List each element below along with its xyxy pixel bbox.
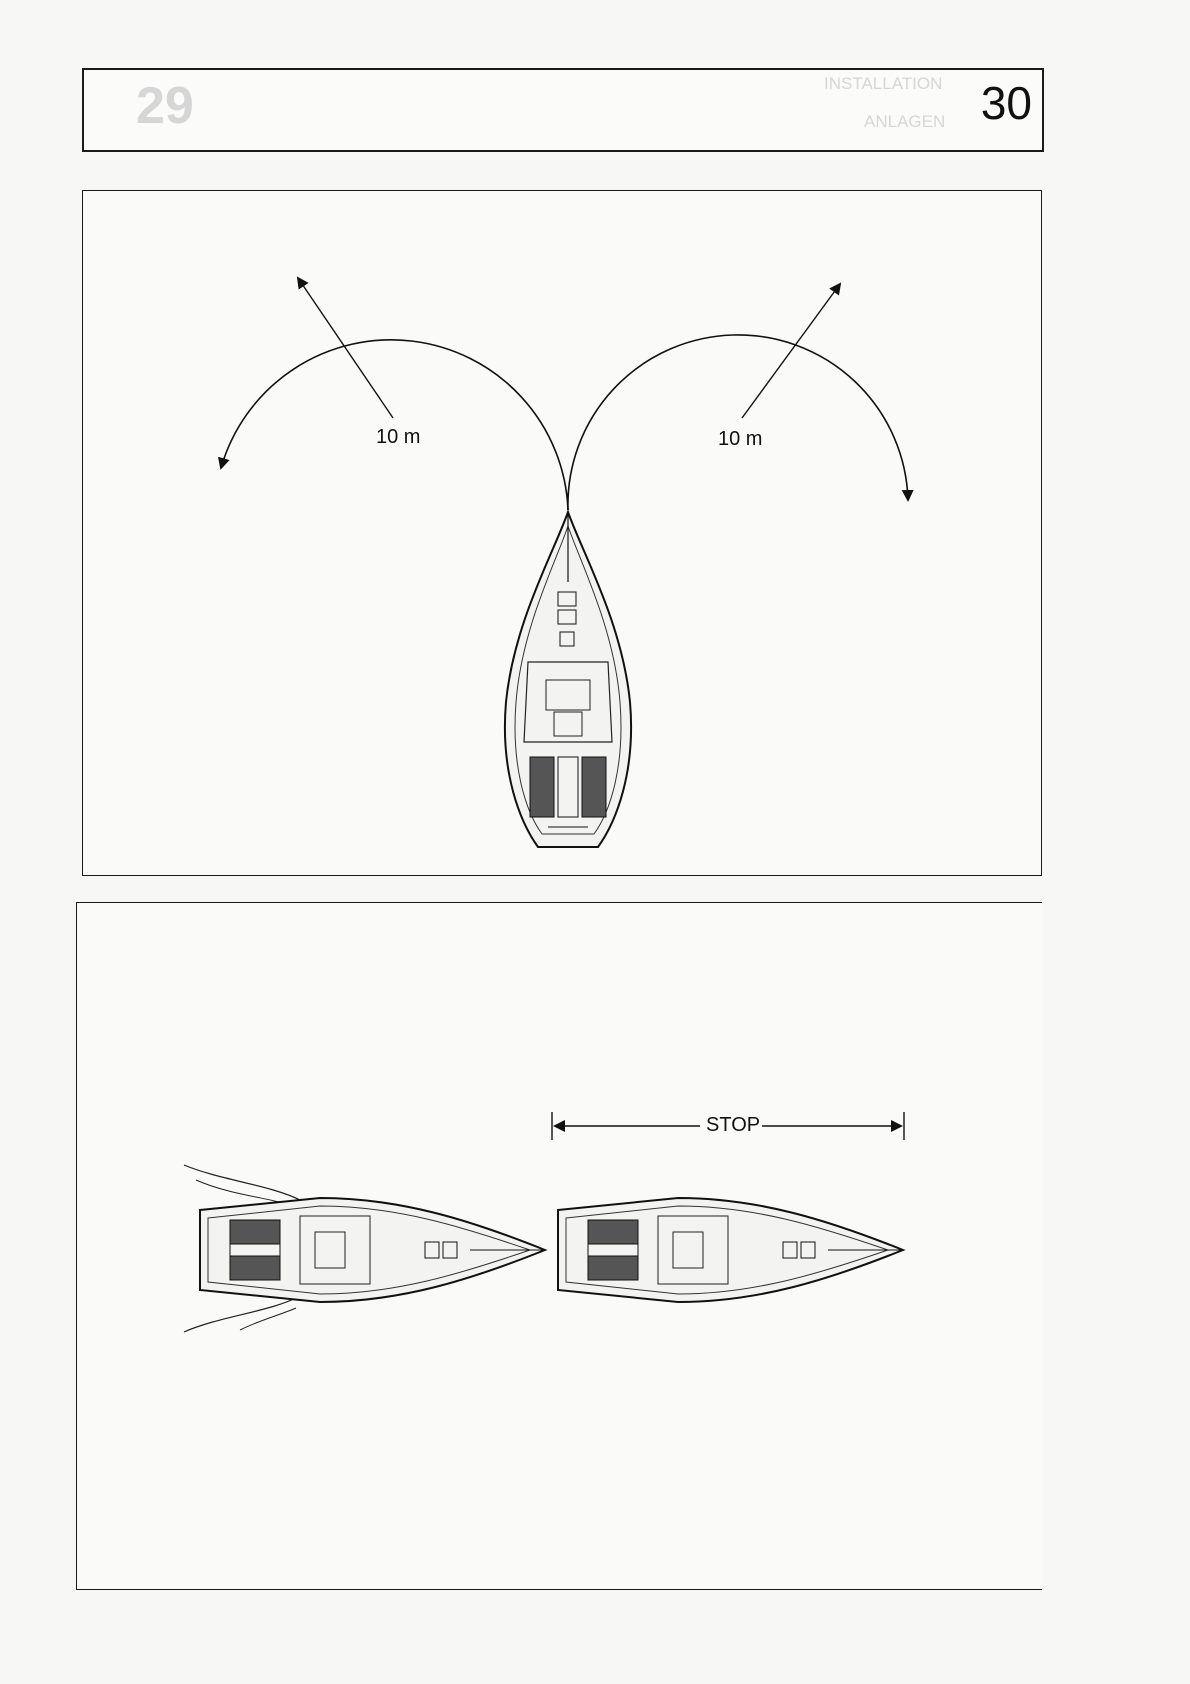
wake-line-lower-2 — [240, 1308, 296, 1330]
boat-side-view-moving — [200, 1198, 545, 1302]
bleed-through-page-number: 29 — [136, 77, 194, 135]
right-turning-radius-label: 10 m — [718, 428, 763, 450]
wake-line-upper-2 — [196, 1180, 290, 1205]
boat-side-view-stopped — [558, 1198, 903, 1302]
stop-distance-label: STOP — [706, 1114, 761, 1136]
left-turning-radius-label: 10 m — [376, 426, 421, 448]
bleed-through-subtitle: ANLAGEN — [864, 112, 946, 131]
wake-line-lower — [184, 1296, 300, 1332]
bleed-through-title: INSTALLATION — [824, 74, 943, 93]
page-number: 30 — [980, 77, 1032, 129]
